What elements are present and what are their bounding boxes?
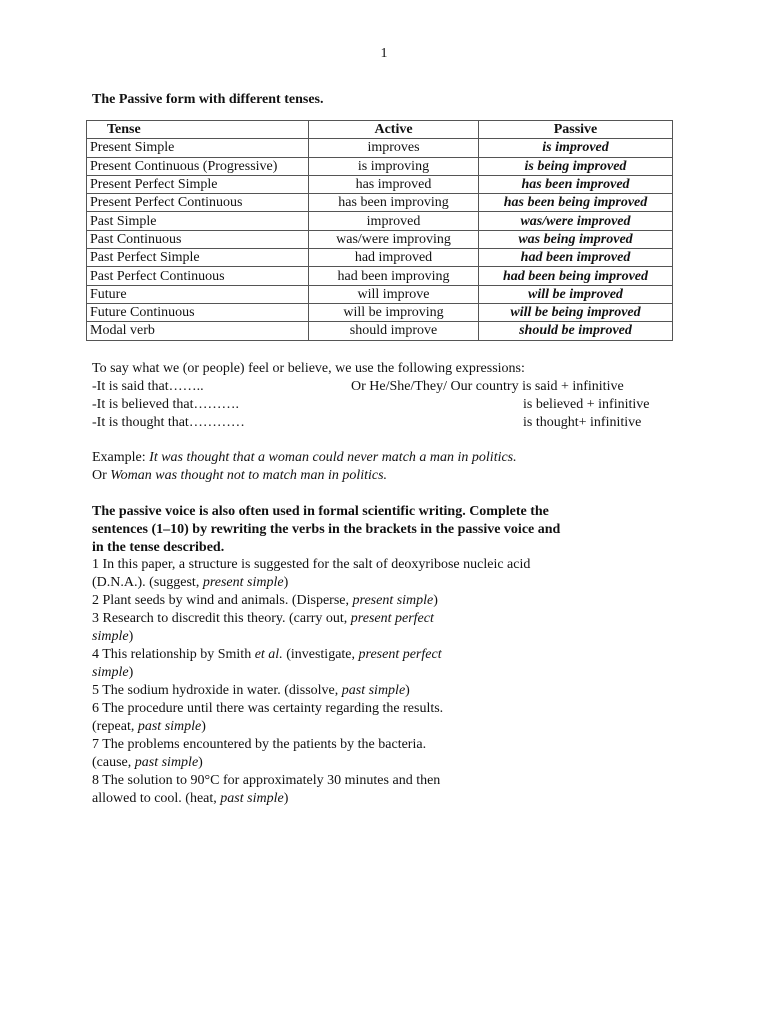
expressions-block [92, 360, 692, 432]
exercise-text: 2 Plant seeds by wind and animals. (Disperse, [92, 593, 353, 608]
active-cell: was/were improving [309, 230, 479, 248]
exercise-4 [92, 646, 712, 664]
table-row [87, 194, 673, 212]
exercise-7: 7 The problems encountered by the patients by the bacteria. [92, 737, 427, 752]
passive-cell: is being improved [479, 157, 673, 175]
page-number: 1 [380, 46, 388, 61]
exercise-tense: past simple [220, 791, 284, 806]
exercise-tense: simple [92, 665, 129, 680]
active-cell: improved [309, 212, 479, 230]
active-cell: will be improving [309, 303, 479, 321]
passive-cell: is improved [479, 139, 673, 157]
exercise-close: ) [405, 683, 410, 698]
exercise-text: 4 This relationship by Smith [92, 647, 255, 662]
exercise-8: 8 The solution to 90°C for approximately 30 minutes and then [92, 773, 441, 788]
active-cell: will improve [309, 285, 479, 303]
exercise-text: (investigate, [282, 647, 359, 662]
tense-cell: Present Perfect Continuous [87, 194, 309, 212]
table-row [87, 139, 673, 157]
section-title: The Passive form with different tenses. [92, 92, 324, 107]
exercise-text: allowed to cool. (heat, [92, 791, 221, 806]
active-cell: should improve [309, 322, 479, 340]
example-sentence: It was thought that a woman could never match a man in politics. [149, 450, 517, 465]
table-row [87, 175, 673, 193]
exercise-text: (D.N.A.). (suggest, [92, 575, 203, 590]
expression-line [92, 414, 692, 432]
expressions-intro: To say what we (or people) feel or believe, we use the following expressions: [92, 361, 525, 376]
instruction-line: sentences (1–10) by rewriting the verbs in the brackets in the passive voice and [92, 522, 561, 537]
active-cell: is improving [309, 157, 479, 175]
or-label: Or [92, 468, 111, 483]
header-passive: Passive [479, 121, 673, 139]
expression-left: -It is believed that………. [92, 397, 239, 412]
passive-cell: had been being improved [479, 267, 673, 285]
exercise-tense: past simple [341, 683, 406, 698]
passive-cell: had been improved [479, 249, 673, 267]
header-active: Active [309, 121, 479, 139]
exercise-text: 5 The sodium hydroxide in water. (dissolve, [92, 683, 342, 698]
instructions-block [92, 503, 712, 557]
exercise-tense: past simple [134, 755, 199, 770]
active-cell: has been improving [309, 194, 479, 212]
exercise-5 [92, 682, 712, 700]
exercise-3 [92, 610, 712, 628]
expression-line [92, 396, 692, 414]
passive-cell: was being improved [479, 230, 673, 248]
expression-right: is thought+ infinitive [523, 415, 642, 430]
exercise-6: 6 The procedure until there was certainty regarding the results. [92, 701, 444, 716]
expression-right: is believed + infinitive [523, 397, 650, 412]
exercise-8-cont [92, 790, 712, 808]
instruction-line: The passive voice is also often used in formal scientific writing. Complete the [92, 504, 549, 519]
example-alt-sentence: Woman was thought not to match man in politics. [110, 468, 388, 483]
exercise-tense: past simple [137, 719, 202, 734]
example-alt-line [92, 467, 692, 485]
table-row [87, 230, 673, 248]
exercise-text: (cause, [92, 755, 135, 770]
exercise-close: ) [198, 755, 203, 770]
exercise-tense: simple [92, 629, 129, 644]
exercise-list [92, 556, 712, 808]
tense-cell: Present Perfect Simple [87, 175, 309, 193]
tense-cell: Present Continuous (Progressive) [87, 157, 309, 175]
tense-cell: Modal verb [87, 322, 309, 340]
passive-cell: will be improved [479, 285, 673, 303]
tense-cell: Past Perfect Continuous [87, 267, 309, 285]
header-tense: Tense [87, 121, 309, 139]
tense-cell: Past Simple [87, 212, 309, 230]
expression-right: Or He/She/They/ Our country is said + infinitive [351, 379, 624, 394]
exercise-tense: present perfect [358, 647, 442, 662]
tense-cell: Past Continuous [87, 230, 309, 248]
active-cell: has improved [309, 175, 479, 193]
exercise-4-cont [92, 664, 712, 682]
table-row [87, 285, 673, 303]
exercise-close: ) [201, 719, 206, 734]
instruction-line: in the tense described. [92, 540, 225, 555]
tense-cell: Future [87, 285, 309, 303]
table-row [87, 303, 673, 321]
exercise-6-cont [92, 718, 712, 736]
table-row [87, 249, 673, 267]
table-row [87, 157, 673, 175]
exercise-tense: present perfect [350, 611, 434, 626]
expression-line [92, 378, 692, 396]
passive-tense-table [86, 120, 673, 341]
example-label: Example: [92, 450, 150, 465]
passive-cell: will be being improved [479, 303, 673, 321]
exercise-3-cont [92, 628, 712, 646]
exercise-7-cont [92, 754, 712, 772]
tense-cell: Present Simple [87, 139, 309, 157]
passive-cell: has been improved [479, 175, 673, 193]
exercise-close: ) [128, 629, 134, 644]
example-block [92, 449, 692, 485]
active-cell: had improved [309, 249, 479, 267]
table-header-row [87, 121, 673, 139]
exercise-1: 1 In this paper, a structure is suggested for the salt of deoxyribose nucleic acid [92, 557, 531, 572]
passive-cell: should be improved [479, 322, 673, 340]
et-al: et al. [254, 647, 283, 662]
exercise-text: 3 Research to discredit this theory. (carry out, [92, 611, 351, 626]
expression-left: -It is thought that………… [92, 415, 245, 430]
active-cell: improves [309, 139, 479, 157]
table-row [87, 267, 673, 285]
exercise-close: ) [283, 575, 289, 590]
exercise-text: (repeat, [92, 719, 138, 734]
example-line [92, 449, 692, 467]
tense-cell: Future Continuous [87, 303, 309, 321]
passive-cell: was/were improved [479, 212, 673, 230]
exercise-tense: present simple [202, 575, 284, 590]
passive-cell: has been being improved [479, 194, 673, 212]
exercise-tense: present simple [352, 593, 434, 608]
exercise-close: ) [433, 593, 438, 608]
expression-left: -It is said that…….. [92, 379, 204, 394]
exercise-1-cont [92, 574, 712, 592]
table-row [87, 212, 673, 230]
exercise-close: ) [283, 791, 289, 806]
table-row [87, 322, 673, 340]
exercise-close: ) [128, 665, 134, 680]
active-cell: had been improving [309, 267, 479, 285]
tense-cell: Past Perfect Simple [87, 249, 309, 267]
exercise-2 [92, 592, 712, 610]
